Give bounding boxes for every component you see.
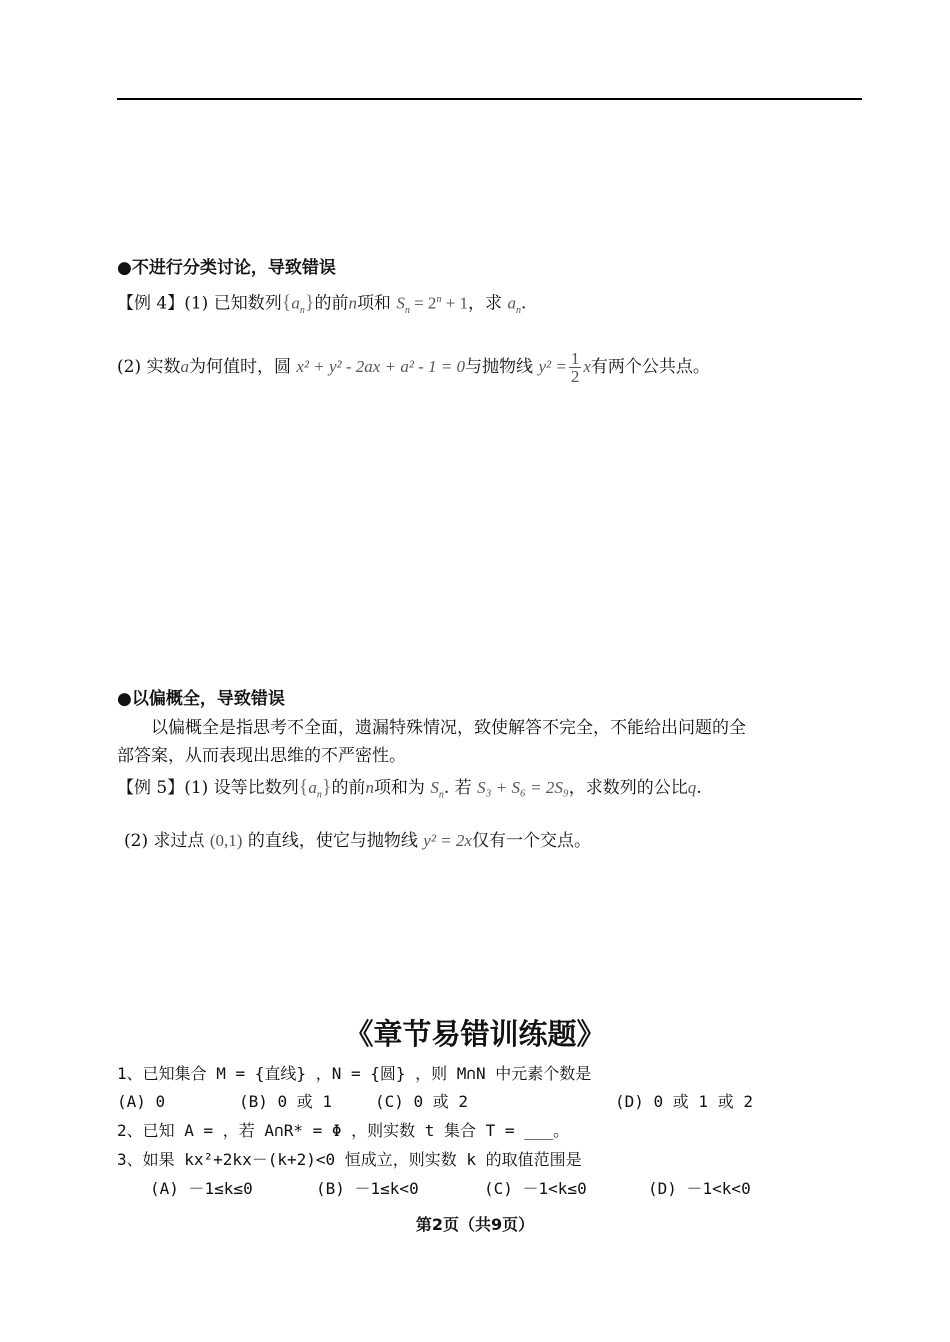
section2-para-line-2: 部答案，从而表现出思维的不严密性。: [117, 746, 406, 766]
ex4-eq: = 2: [409, 293, 437, 313]
q1-option-d: (D) 0 或 1 或 2: [615, 1092, 753, 1111]
ex4-mid1: 的前: [314, 293, 349, 314]
ex5-mid4: ，求数列的公比: [568, 778, 688, 798]
q3-option-d: (D) －1<k<0: [648, 1179, 751, 1198]
page-footer: 第2页（共9页）: [415, 1215, 535, 1234]
ex4-S-sub: n: [404, 305, 410, 317]
ex5-end: .: [696, 778, 702, 798]
ex4b-num: 1: [570, 349, 580, 368]
ex4b-end: 有两个公共点。: [590, 357, 710, 377]
q1-option-b: (B) 0 或 1: [239, 1092, 333, 1111]
ex4b-y: y² =: [538, 357, 567, 376]
section-heading-overgeneralization: ●以偏概全，导致错误: [117, 689, 285, 709]
ex4b-circle: x² + y² - 2ax + a² - 1 = 0: [296, 357, 466, 376]
ex4b-fraction: [569, 350, 582, 385]
ex5-S-sub: n: [438, 789, 444, 801]
ex5-eq: S₃ + S₆ = 2S₉: [477, 778, 569, 797]
ex5-n: n: [365, 778, 374, 797]
header-rule: [117, 98, 862, 100]
ex4-seq: a: [291, 293, 300, 313]
example-5-part-2: [124, 830, 591, 852]
section2-para-line-1: 以偏概全是指思考不全面，遗漏特殊情况，致使解答不完全，不能给出问题的全: [151, 718, 746, 738]
example-4-part-1: [117, 289, 526, 322]
ex4b-mid1: 为何值时，圆: [188, 357, 291, 377]
ex4-prefix: 【例 4】(1) 已知数列: [117, 293, 282, 314]
ex4b-x: x: [583, 357, 591, 376]
ex5b-mid: 的直线，使它与抛物线: [247, 831, 418, 851]
ex4b-a: a: [180, 357, 189, 376]
ex4-S: S: [396, 293, 405, 313]
ex4-seq-sub: n: [299, 305, 305, 317]
section-heading-classification: ●不进行分类讨论，导致错误: [117, 258, 336, 278]
brace-close-5: }: [321, 776, 332, 798]
training-title: 《章节易错训练题》: [344, 1017, 606, 1051]
ex5-q: q: [687, 778, 697, 797]
ex4-a: a: [507, 293, 516, 313]
ex4-mid2: 项和: [356, 293, 391, 314]
ex5b-point: (0,1): [209, 831, 243, 850]
ex5-mid1: 的前: [331, 778, 366, 798]
question-1: 1、已知集合 M = {直线} ，N = {圆} ，则 M∩N 中元素个数是: [117, 1064, 592, 1083]
ex5-prefix: 【例 5】(1) 设等比数列: [117, 778, 299, 798]
ex5b-eq: y² = 2x: [423, 831, 472, 850]
ex4-exp: n: [436, 294, 442, 305]
ex5b-prefix: (2) 求过点: [124, 831, 205, 851]
example-5-part-1: [117, 776, 702, 806]
ex4b-mid2: 与抛物线: [465, 357, 534, 377]
ex5-mid3: . 若: [443, 778, 472, 798]
ex5-seq-sub: n: [316, 789, 322, 801]
ex4-plus: + 1: [441, 293, 469, 313]
question-3: 3、如果 kx²+2kx－(k+2)<0 恒成立，则实数 k 的取值范围是: [117, 1150, 582, 1169]
ex4b-prefix: (2) 实数: [117, 357, 181, 377]
ex5-mid2: 项和为: [373, 778, 425, 798]
ex5b-end: 仅有一个交点。: [471, 831, 591, 851]
q3-option-c: (C) －1<k≤0: [484, 1179, 587, 1198]
brace-open-5: {: [298, 776, 309, 798]
question-2: 2、已知 A = ，若 A∩R* = Φ ，则实数 t 集合 T = ___。: [117, 1121, 570, 1140]
ex4b-den: 2: [570, 367, 580, 386]
ex4-a-sub: n: [515, 305, 521, 317]
ex5-seq: a: [308, 778, 317, 797]
brace-close: }: [304, 291, 315, 314]
ex4-n: n: [348, 293, 357, 313]
ex4-end: .: [520, 293, 527, 314]
question-3-options: [150, 1178, 751, 1200]
q1-option-a: (A) 0: [117, 1092, 166, 1111]
q3-option-b: (B) －1≤k<0: [316, 1179, 419, 1198]
question-1-options: [117, 1091, 753, 1113]
q1-option-c: (C) 0 或 2: [375, 1092, 469, 1111]
ex5-S: S: [430, 778, 439, 797]
ex4-mid3: ，求: [468, 293, 503, 314]
brace-open: {: [281, 291, 292, 314]
q3-option-a: (A) －1≤k≤0: [150, 1179, 253, 1198]
example-4-part-2: [117, 350, 710, 385]
